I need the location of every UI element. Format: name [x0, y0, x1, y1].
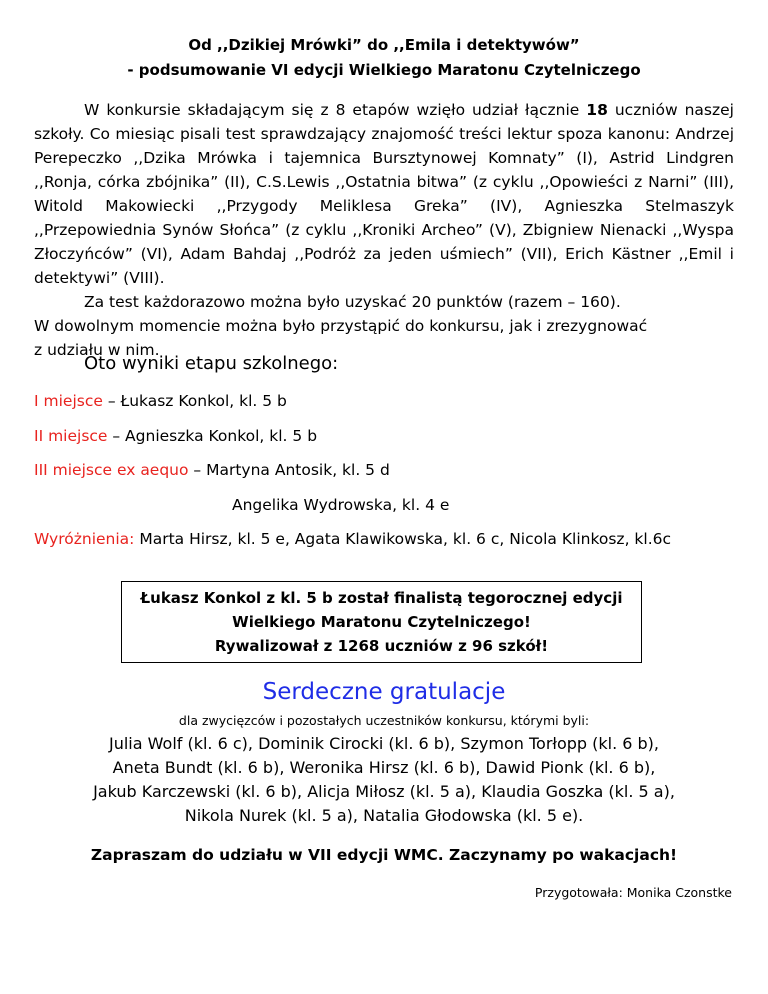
third-place-label: III miejsce ex aequo: [34, 461, 189, 479]
finalist-line-1: Łukasz Konkol z kl. 5 b został finalistą tegorocznej edycji: [140, 589, 623, 607]
honors-label: Wyróżnienia:: [34, 530, 135, 548]
heading-line-2: - podsumowanie VI edycji Wielkiego Maratonu Czytelniczego: [127, 61, 641, 79]
finalist-line-3: Rywalizował z 1268 uczniów z 96 szkół!: [214, 637, 549, 655]
participant-count: 18: [586, 101, 608, 119]
participants-line-2: Aneta Bundt (kl. 6 b), Weronika Hirsz (kl. 6 b), Dawid Pionk (kl. 6 b),: [112, 758, 656, 777]
result-first-place: I miejsce – Łukasz Konkol, kl. 5 b: [34, 392, 287, 410]
first-place-label: I miejsce: [34, 392, 103, 410]
result-third-place: III miejsce ex aequo – Martyna Antosik, kl. 5 d: [34, 461, 390, 479]
congrats-title: Serdeczne gratulacje: [262, 679, 506, 705]
result-second-place: II miejsce – Agnieszka Konkol, kl. 5 b: [34, 427, 318, 445]
result-third-place-second: Angelika Wydrowska, kl. 4 e: [232, 496, 450, 514]
intro-paragraph-3-line-2: z udziału w nim.: [34, 341, 160, 359]
author: Przygotowała: Monika Czonstke: [534, 885, 732, 900]
intro-paragraph-2: Za test każdorazowo można było uzyskać 20 punktów (razem – 160).: [84, 293, 621, 311]
intro-paragraph-1: W konkursie składającym się z 8 etapów wzięło udział łącznie 18 uczniów naszej szkoły. Co miesiąc pisali test sprawdzający znajomość treści lektur spoza kanonu: Andrzej Perepeczko ,,Dzika Mrówka i tajemnica Bursztynowej Komnaty” (I), Astrid Lindgren ,,Ronja, córka zbójnika” (II), C.S.Lewis ,,Ostatnia bitwa” (z cyklu ,,Opowieści z Narni” (III), Witold Makowiecki ,,Przygody Meliklesa Greka” (IV), Agnieszka Stelmaszyk ,,Przepowiednia Synów Słońca” (z cyklu ,,Kroniki Archeo” (V), Zbigniew Nienacki ,,Wyspa Złoczyńców” (VI), Adam Bahdaj ,,Podróż za jeden uśmiech” (VII), Erich Kästner ,,Emil i detektywi” (VIII).: [34, 101, 734, 287]
results-title: Oto wyniki etapu szkolnego:: [84, 353, 339, 374]
result-honors: Wyróżnienia: Marta Hirsz, kl. 5 e, Agata Klawikowska, kl. 6 c, Nicola Klinkosz, kl.6c: [34, 530, 672, 548]
finalist-box: [121, 581, 642, 663]
finalist-line-2: Wielkiego Maratonu Czytelniczego!: [232, 613, 531, 631]
participants-line-3: Jakub Karczewski (kl. 6 b), Alicja Miłosz (kl. 5 a), Klaudia Goszka (kl. 5 a),: [93, 782, 675, 801]
second-place-label: II miejsce: [34, 427, 108, 445]
participants-line-1: Julia Wolf (kl. 6 c), Dominik Cirocki (kl. 6 b), Szymon Torłopp (kl. 6 b),: [109, 734, 659, 753]
participants-line-4: Nikola Nurek (kl. 5 a), Natalia Głodowska (kl. 5 e).: [184, 806, 584, 825]
intro-text: [34, 98, 734, 362]
heading-line-1: Od ,,Dzikiej Mrówki” do ,,Emila i detektywów”: [188, 36, 580, 54]
invitation: Zapraszam do udziału w VII edycji WMC. Zaczynamy po wakacjach!: [90, 846, 678, 864]
intro-paragraph-3-line-1: W dowolnym momencie można było przystąpić do konkursu, jak i zrezygnować: [34, 317, 648, 335]
participants-list: [0, 732, 768, 828]
congrats-subtitle: dla zwycięzców i pozostałych uczestników konkursu, którymi byli:: [178, 713, 590, 728]
